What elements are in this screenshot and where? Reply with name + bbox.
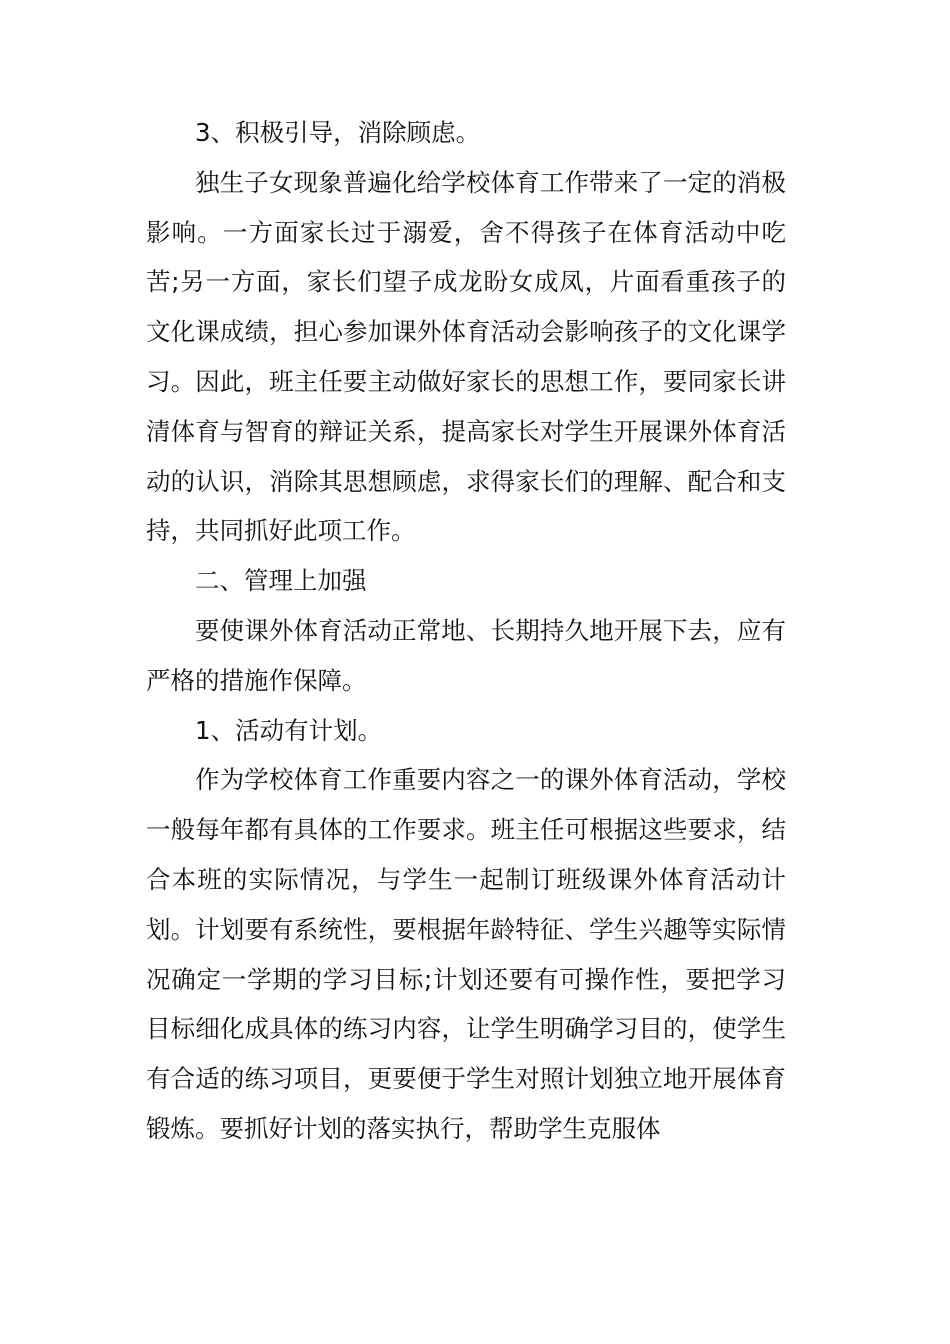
paragraph-management-intro: 要使课外体育活动正常地、长期持久地开展下去，应有严格的措施作保障。 bbox=[146, 615, 786, 695]
section-heading-3-guidance: 3、积极引导，消除顾虑。 bbox=[195, 118, 481, 147]
section-heading-management: 二、管理上加强 bbox=[195, 566, 367, 596]
section-heading-1-plan: 1、活动有计划。 bbox=[195, 715, 383, 745]
document-body bbox=[146, 108, 786, 1154]
paragraph-activity-plan: 作为学校体育工作重要内容之一的课外体育活动，学校一般每年都有具体的工作要求。班主任可根据这些要求，结合本班的实际情况，与学生一起制订班级课外体育活动计划。计划要有系统性，要根据年龄特征、学生兴趣等实际情况确定一学期的学习目标;计划还要有可操作性，要把学习目标细化成具体的练习内容，让学生明确学习目的，使学生有合适的练习项目，更要便于学生对照计划独立地开展体育锻炼。要抓好计划的落实执行，帮助学生克服体 bbox=[146, 765, 786, 1143]
paragraph-parent-concerns: 独生子女现象普遍化给学校体育工作带来了一定的消极影响。一方面家长过于溺爱，舍不得孩子在体育活动中吃苦;另一方面，家长们望子成龙盼女成凤，片面看重孩子的文化课成绩，担心参加课外体育活动会影响孩子的文化课学习。因此，班主任要主动做好家长的思想工作，要同家长讲清体育与智育的辩证关系，提高家长对学生开展课外体育活动的认识，消除其思想顾虑，求得家长们的理解、配合和支持，共同抓好此项工作。 bbox=[146, 167, 786, 546]
